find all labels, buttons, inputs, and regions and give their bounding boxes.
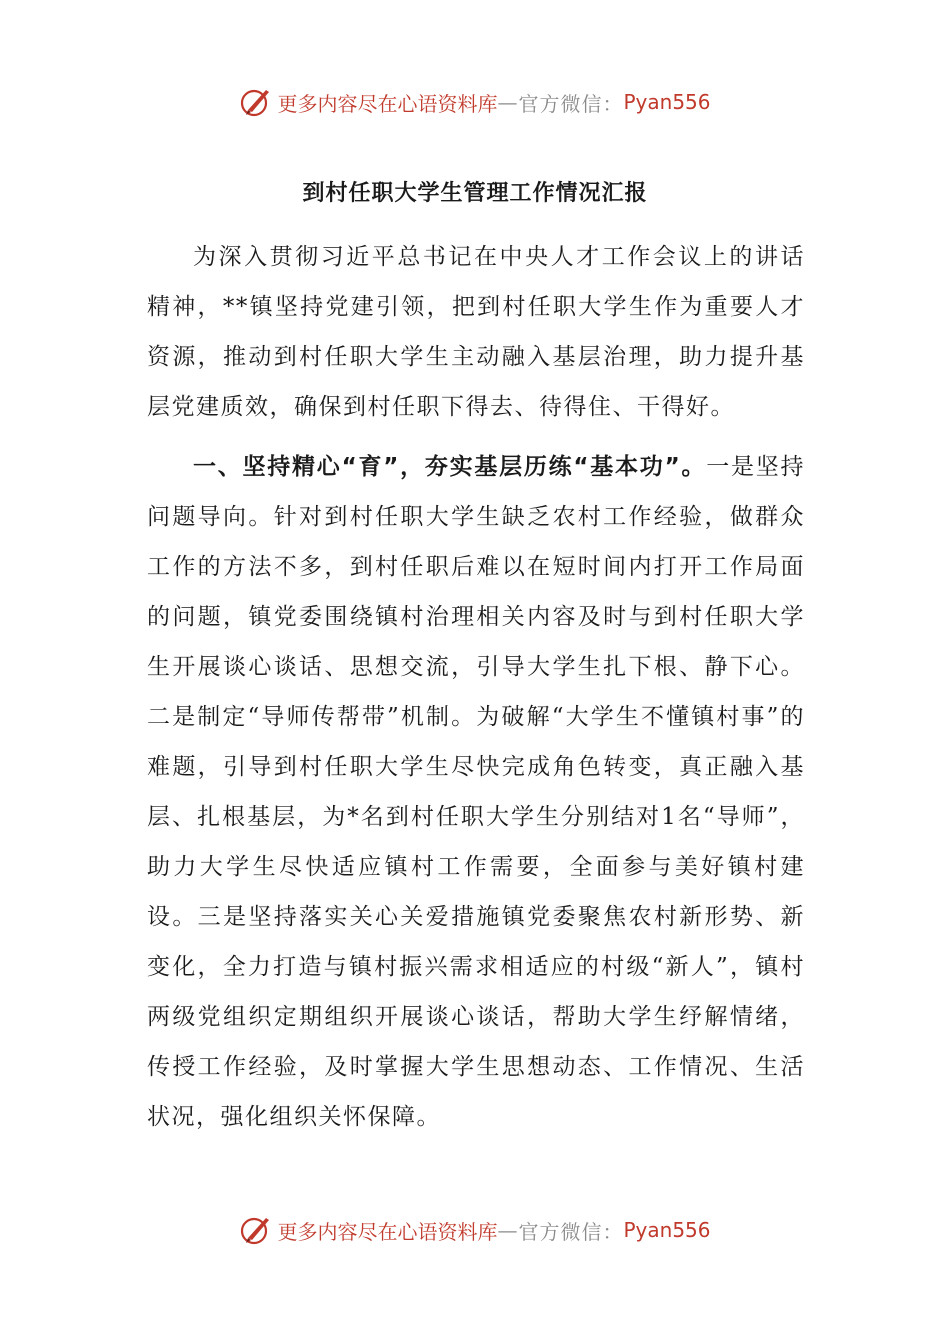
quill-pen-logo-icon <box>239 1214 273 1246</box>
watermark-header <box>0 86 950 118</box>
watermark-red-text: 更多内容尽在心语资料库 <box>277 1219 498 1244</box>
watermark-gray-text: 官方微信： <box>518 91 624 116</box>
section-1-body: 一是坚持问题导向。针对到村任职大学生缺乏农村工作经验，做群众工作的方法不多，到村任职后难以在短时间内打开工作局面的问题，镇党委围绕镇村治理相关内容及时与到村任职大学生开展谈心谈话、思想交流，引导大学生扎下根、静下心。二是制定“导师传帮带”机制。为破解“大学生不懂镇村事”的难题，引导到村任职大学生尽快完成角色转变，真正融入基层、扎根基层，为*名到村任职大学生分别结对1名“导师”，助力大学生尽快适应镇村工作需要，全面参与美好镇村建设。三是坚持落实关心关爱措施镇党委聚焦农村新形势、新变化，全力打造与镇村振兴需求相适应的村级“新人”，镇村两级党组织定期组织开展谈心谈话，帮助大学生纾解情绪，传授工作经验，及时掌握大学生思想动态、工作情况、生活状况，强化组织关怀保障。 <box>147 454 806 1130</box>
quill-pen-logo-icon <box>239 86 273 118</box>
watermark-footer <box>0 1214 950 1246</box>
watermark-gray-text: 官方微信： <box>518 1219 624 1244</box>
watermark-red-text: 更多内容尽在心语资料库 <box>277 91 498 116</box>
watermark-dash: — <box>497 90 519 114</box>
document-title: 到村任职大学生管理工作情况汇报 <box>302 181 648 206</box>
section-1-paragraph <box>147 442 805 1142</box>
intro-paragraph: 为深入贯彻习近平总书记在中央人才工作会议上的讲话精神，**镇坚持党建引领，把到村任职大学生作为重要人才资源，推动到村任职大学生主动融入基层治理，助力提升基层党建质效，确保到村任职下得去、待得住、干得好。 <box>147 244 805 420</box>
watermark-account: Pyan556 <box>623 1218 711 1242</box>
section-1-heading: 一、坚持精心“育”，夯实基层历练“基本功”。 <box>193 454 707 480</box>
watermark-dash: — <box>497 1218 519 1242</box>
watermark-account: Pyan556 <box>623 90 711 114</box>
